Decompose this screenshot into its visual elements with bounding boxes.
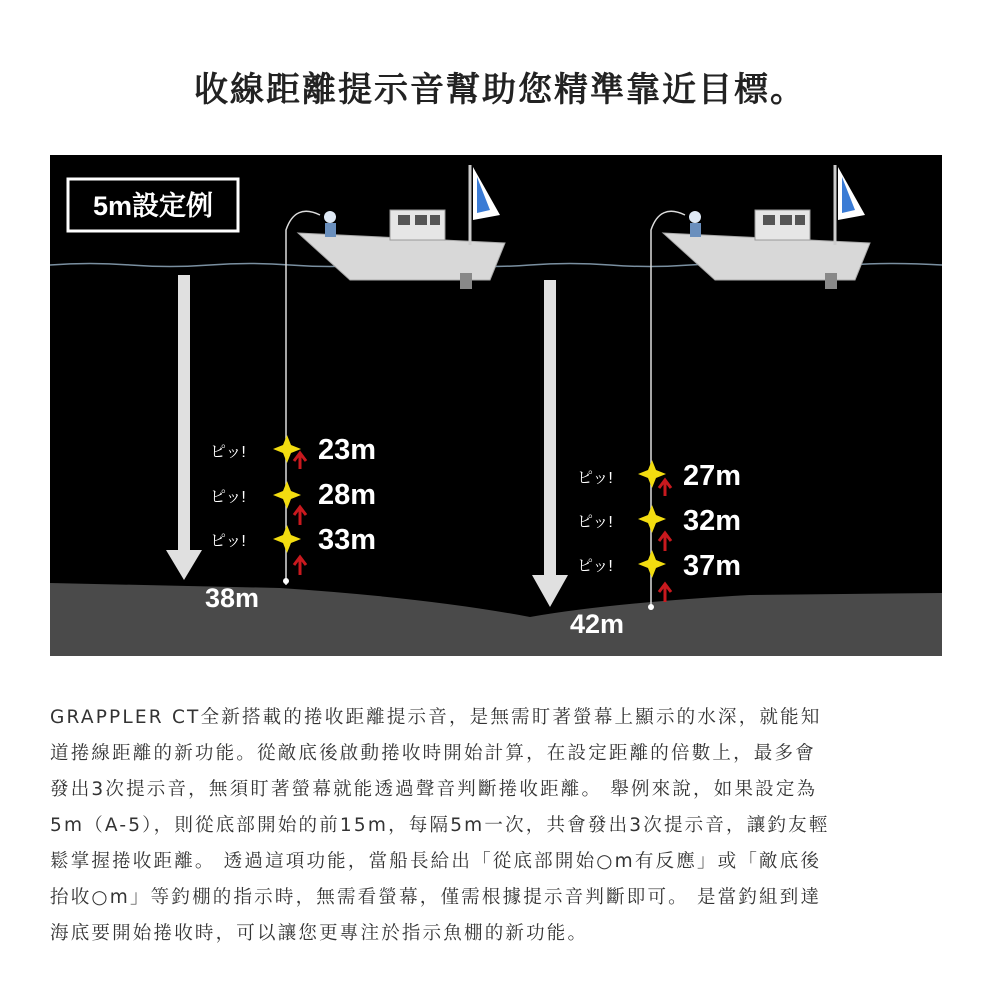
alert-depth: 33m	[318, 524, 377, 556]
beep-label: ピッ!	[577, 470, 613, 487]
description-paragraph: GRAPPLER CT全新搭載的捲收距離提示音，是無需盯著螢幕上顯示的水深，就能知 道捲線距離的新功能。從敵底後啟動捲收時開始計算，在設定距離的倍數上，最多會 發出3次提示音，無須盯著螢幕就能透過聲音判斷捲收距離。 舉例來說，如果設定為 5m（A-5），則從底部開始的前15m，每隔5m一次，共會發出3次提示音，讓釣友輕 鬆掌握捲收距離。 透過這項功能，當船長給出「從底部開始○m有反應」或「敵底後 抬收○m」等釣棚的指示時，無需看螢幕，僅需根據提示音判斷即可。 是當釣組到達 海底要開始捲收時，可以讓您更專注於指示魚棚的新功能。	[50, 707, 830, 944]
badge-label: 5m設定例	[92, 191, 214, 221]
alert-depth: 37m	[683, 550, 742, 582]
beep-label: ピッ!	[577, 514, 613, 531]
beep-label: ピッ!	[210, 444, 246, 461]
bottom-depth-label: 38m	[205, 583, 260, 613]
diagram-panel	[50, 155, 942, 656]
alert-depth: 27m	[683, 460, 742, 492]
alert-depth: 23m	[318, 434, 377, 466]
beep-label: ピッ!	[210, 489, 246, 506]
setting-badge	[68, 179, 238, 231]
alert-depth: 32m	[683, 505, 742, 537]
alert-depth: 28m	[318, 479, 377, 511]
beep-label: ピッ!	[577, 558, 613, 575]
beep-label: ピッ!	[210, 533, 246, 550]
bottom-depth-label: 42m	[570, 609, 625, 639]
page-title: 收線距離提示音幫助您精準靠近目標。	[194, 70, 806, 110]
